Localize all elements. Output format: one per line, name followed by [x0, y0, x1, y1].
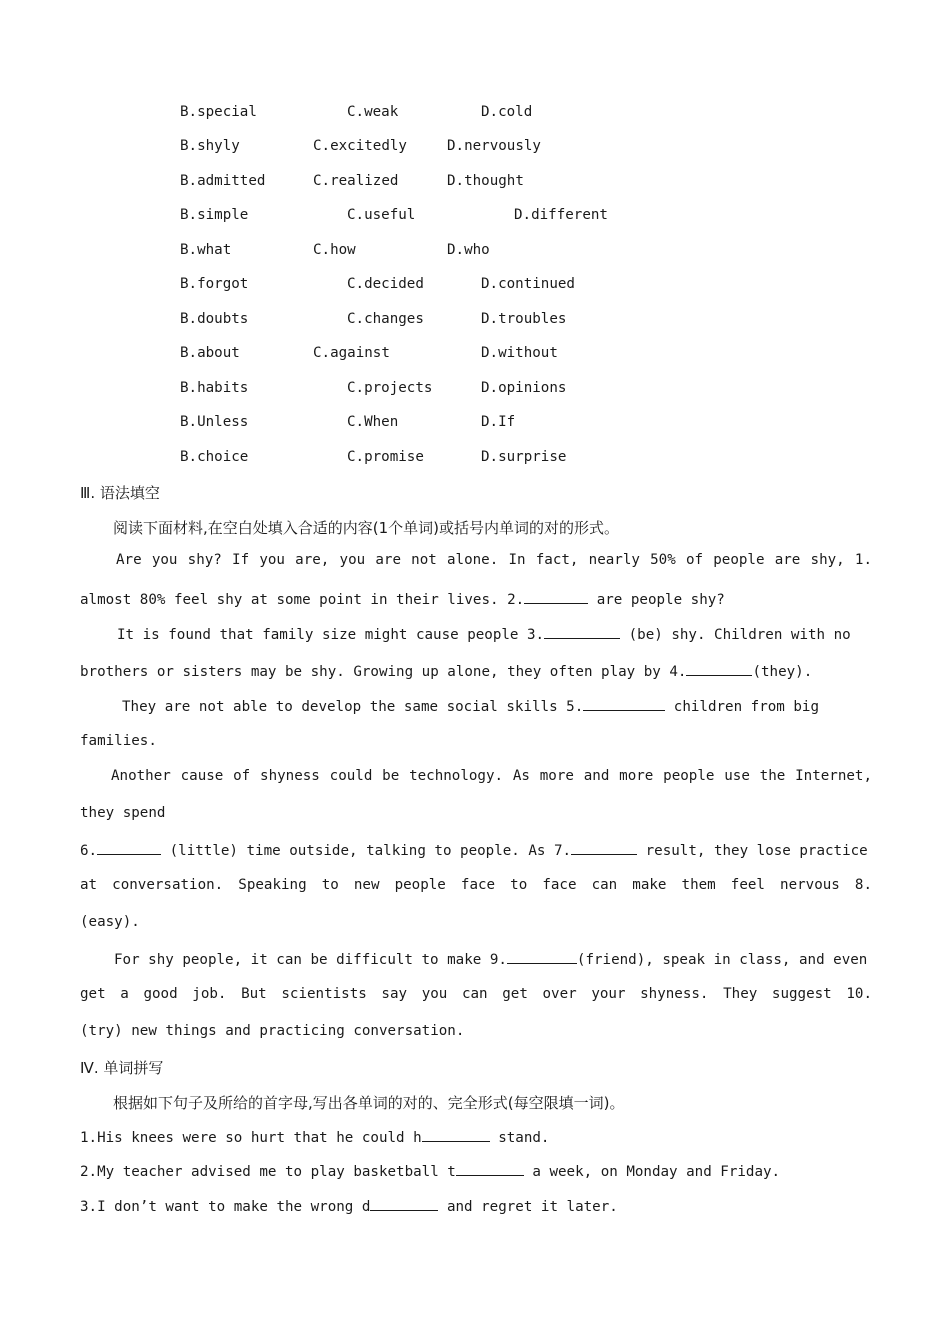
option-d: D.troubles: [481, 311, 567, 327]
option-c: C.projects: [347, 380, 433, 396]
option-row: [0, 138, 950, 158]
passage-line: (easy).: [80, 914, 140, 930]
option-b: B.choice: [180, 449, 249, 465]
option-b: B.about: [180, 345, 240, 361]
question-line: [80, 1196, 618, 1215]
option-b: B.simple: [180, 207, 249, 223]
passage-text: (friend), speak in class, and even: [576, 952, 868, 968]
question-text: stand.: [489, 1130, 550, 1146]
option-b: B.shyly: [180, 138, 240, 154]
question-line: [80, 1161, 780, 1180]
passage-text: are people shy?: [588, 592, 725, 608]
option-b: B.habits: [180, 380, 249, 396]
option-d: D.surprise: [481, 449, 567, 465]
question-text: and regret it later.: [438, 1199, 618, 1215]
option-row: [0, 207, 950, 227]
option-row: [0, 345, 950, 365]
option-b: B.special: [180, 104, 257, 120]
passage-text: children from big: [665, 699, 819, 715]
question-text: 2.My teacher advised me to play basketball t: [80, 1164, 456, 1180]
option-row: [0, 173, 950, 193]
option-row: [0, 276, 950, 296]
passage-line: [117, 624, 851, 643]
blank-5[interactable]: [583, 696, 665, 711]
option-row: [0, 449, 950, 469]
question-line: [80, 1127, 549, 1146]
option-d: D.cold: [481, 104, 533, 120]
passage-text: (be) shy. Children with no: [620, 627, 851, 643]
passage-text: For shy people, it can be difficult to make 9.: [114, 952, 507, 968]
option-b: B.forgot: [180, 276, 249, 292]
passage-text: 6.: [80, 843, 98, 859]
option-c: C.realized: [313, 173, 399, 189]
passage-line: Another cause of shyness could be technology. As more and more people use the Internet,: [111, 768, 872, 784]
passage-text: result, they lose practice: [637, 843, 868, 859]
blank-3[interactable]: [544, 624, 620, 639]
option-row: [0, 311, 950, 331]
passage-line: they spend: [80, 805, 166, 821]
option-d: D.If: [481, 414, 516, 430]
passage-text: It is found that family size might cause people 3.: [117, 627, 545, 643]
blank-2[interactable]: [524, 589, 588, 604]
passage-text: (they).: [752, 664, 813, 680]
option-c: C.weak: [347, 104, 399, 120]
option-d: D.thought: [447, 173, 524, 189]
blank-7[interactable]: [571, 840, 637, 855]
passage-line: get a good job. But scientists say you can get over your shyness. They suggest 10.: [80, 986, 872, 1002]
passage-text: They are not able to develop the same social skills 5.: [122, 699, 584, 715]
passage-line: [80, 661, 812, 680]
question-text: a week, on Monday and Friday.: [523, 1164, 781, 1180]
option-c: C.against: [313, 345, 390, 361]
option-row: [0, 380, 950, 400]
option-d: D.who: [447, 242, 490, 258]
passage-text: brothers or sisters may be shy. Growing up alone, they often play by 4.: [80, 664, 687, 680]
answer-blank-1[interactable]: [422, 1127, 490, 1142]
option-c: C.promise: [347, 449, 424, 465]
passage-line: [80, 840, 868, 859]
answer-blank-3[interactable]: [370, 1196, 438, 1211]
passage-line: [114, 949, 867, 968]
option-c: C.useful: [347, 207, 416, 223]
option-c: C.When: [347, 414, 399, 430]
question-text: 1.His knees were so hurt that he could h: [80, 1130, 422, 1146]
option-c: C.excitedly: [313, 138, 407, 154]
passage-text: (little) time outside, talking to people. As 7.: [161, 843, 572, 859]
option-d: D.continued: [481, 276, 575, 292]
section-instruction: 根据如下句子及所给的首字母,写出各单词的对的、完全形式(每空限填一词)。: [113, 1094, 625, 1112]
option-d: D.without: [481, 345, 558, 361]
option-d: D.different: [514, 207, 608, 223]
passage-line: (try) new things and practicing conversation.: [80, 1023, 465, 1039]
passage-line: at conversation. Speaking to new people face to face can make them feel nervous 8.: [80, 877, 872, 893]
blank-6[interactable]: [97, 840, 161, 855]
option-row: [0, 242, 950, 262]
answer-blank-2[interactable]: [456, 1161, 524, 1176]
section-heading: Ⅲ. 语法填空: [80, 484, 160, 502]
option-c: C.decided: [347, 276, 424, 292]
option-d: D.opinions: [481, 380, 567, 396]
section-instruction: 阅读下面材料,在空白处填入合适的内容(1个单词)或括号内单词的对的形式。: [113, 519, 620, 537]
option-c: C.changes: [347, 311, 424, 327]
blank-4[interactable]: [686, 661, 752, 676]
passage-line: Are you shy? If you are, you are not alone. In fact, nearly 50% of people are shy, 1.: [116, 552, 872, 568]
option-b: B.what: [180, 242, 232, 258]
section-heading: Ⅳ. 单词拼写: [80, 1059, 164, 1077]
passage-line: [80, 589, 725, 608]
option-c: C.how: [313, 242, 356, 258]
option-b: B.doubts: [180, 311, 249, 327]
blank-9[interactable]: [507, 949, 577, 964]
option-row: [0, 104, 950, 124]
passage-text: almost 80% feel shy at some point in their lives. 2.: [80, 592, 525, 608]
option-d: D.nervously: [447, 138, 541, 154]
passage-line: [122, 696, 819, 715]
question-text: 3.I don’t want to make the wrong d: [80, 1199, 371, 1215]
option-b: B.admitted: [180, 173, 266, 189]
option-row: [0, 414, 950, 434]
option-b: B.Unless: [180, 414, 249, 430]
passage-line: families.: [80, 733, 157, 749]
